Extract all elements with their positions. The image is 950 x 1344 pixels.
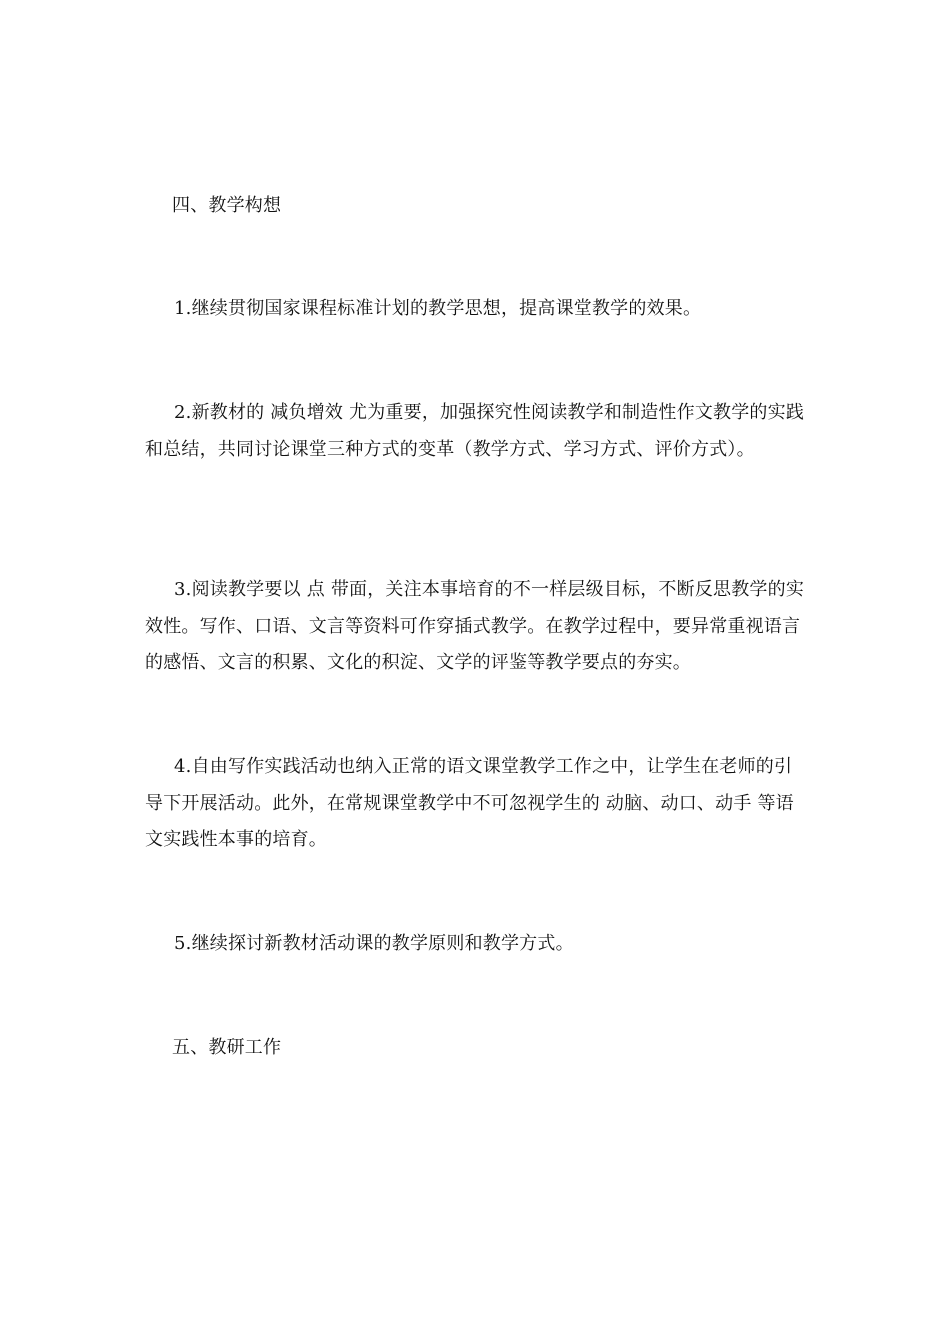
paragraph-item-1: 1.继续贯彻国家课程标准计划的教学思想，提高课堂教学的效果。 xyxy=(174,298,702,319)
section-heading-teaching-concept: 四、教学构想 xyxy=(172,195,282,216)
paragraph-item-4: 4.自由写作实践活动也纳入正常的语文课堂教学工作之中，让学生在老师的引导下开展活动。此外，在常规课堂教学中不可忽视学生的 动脑、动口、动手 等语文实践性本事的培育。 xyxy=(145,756,794,850)
paragraph-item-3: 3.阅读教学要以 点 带面，关注本事培育的不一样层级目标，不断反思教学的实效性。写作、口语、文言等资料可作穿插式教学。在教学过程中，要异常重视语言的感悟、文言的积累、文化的积淀、文学的评鉴等教学要点的夯实。 xyxy=(145,579,805,673)
paragraph-item-5: 5.继续探讨新教材活动课的教学原则和教学方式。 xyxy=(174,933,574,954)
paragraph-item-2: 2.新教材的 减负增效 尤为重要，加强探究性阅读教学和制造性作文教学的实践和总结，共同讨论课堂三种方式的变革（教学方式、学习方式、评价方式）。 xyxy=(145,402,805,460)
section-heading-teaching-research: 五、教研工作 xyxy=(172,1037,282,1058)
